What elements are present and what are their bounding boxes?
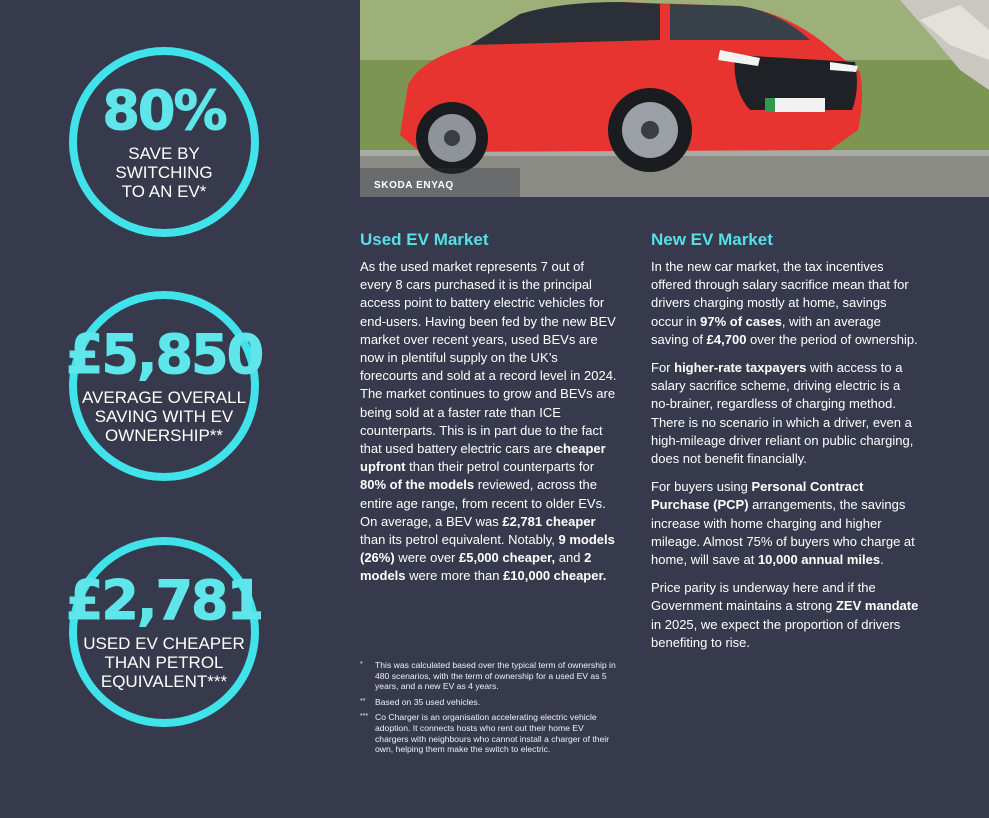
stat-circle-used-cheaper <box>65 537 263 727</box>
stat-value: 80% <box>102 78 226 142</box>
used-paragraph: As the used market represents 7 out of every 8 cars purchased it is the principal access point to battery electric vehicles for end-users. Having been fed by the new BEV market over recent years, used BEVs are now in plentiful supply on the UK’s forecourts and sold at a record level in 2024. The market continues to grow and BEVs are being sold at a faster rate than ICE counterparts. This is in part due to the fact that used battery electric cars are cheaper upfront than their petrol counterparts for 80% of the models reviewed, across the entire age range, from recent to older EVs. On average, a BEV was £2,781 cheaper than its petrol equivalent. Notably, 9 models (26%) were over £5,000 cheaper, and 2 models were more than £10,000 cheaper. <box>360 259 617 584</box>
used-ev-market-section <box>360 230 618 596</box>
stat-value: £2,781 <box>65 568 263 632</box>
section-title: Used EV Market <box>360 230 489 249</box>
footnote-text: Based on 35 used vehicles. <box>375 696 481 707</box>
footnote <box>360 697 618 708</box>
stat-value: £5,850 <box>65 322 263 386</box>
stat-caption: USED EV CHEAPER THAN PETROL EQUIVALENT*** <box>83 633 245 691</box>
footnote-mark: *** <box>360 713 369 721</box>
stat-circle-average-saving <box>65 291 263 481</box>
photo-caption: SKODA ENYAQ <box>374 180 454 191</box>
footnote-mark: * <box>360 661 363 668</box>
new-ev-market-section <box>651 230 919 662</box>
stat-caption: SAVE BY SWITCHING TO AN EV* <box>115 143 213 201</box>
new-paragraph-1: In the new car market, the tax incentives offered through salary sacrifice mean that for drivers charging mostly at home, savings occur in 97% of cases, with an average saving of £4,700 over the period of ownership. <box>651 259 918 347</box>
car-photo <box>360 0 989 197</box>
footnote <box>360 660 618 692</box>
footnote-text: Co Charger is an organisation accelerating electric vehicle adoption. It connects hosts who rent out their home EV chargers with neighbours who cannot install a charger of their own, helping them make the switch to electric. <box>375 712 610 755</box>
footnote <box>360 712 618 754</box>
new-paragraph-4: Price parity is underway here and if the Government maintains a strong ZEV mandate in 2025, we expect the proportion of drivers benefiting to rise. <box>651 580 919 650</box>
stat-circle-save-percent <box>69 47 259 237</box>
footnote-text: This was calculated based over the typical term of ownership in 480 scenarios, with the term of ownership for a used EV as 5 years, and a new EV as 4 years. <box>375 660 616 692</box>
section-title: New EV Market <box>651 230 773 249</box>
footnotes <box>360 660 618 760</box>
new-paragraph-2: For higher-rate taxpayers with access to a salary sacrifice scheme, driving electric is a no-brainer, regardless of charging method. There is no scenario in which a driver, even a high-mileage driver reliant on public charging, does not benefit financially. <box>651 360 914 467</box>
new-paragraph-3: For buyers using Personal Contract Purchase (PCP) arrangements, the savings increase with home charging and higher mileage. Almost 75% of buyers who charge at home, will save at 10,000 annual miles. <box>651 479 915 568</box>
footnote-mark: ** <box>360 697 366 705</box>
stat-caption: AVERAGE OVERALL SAVING WITH EV OWNERSHIP** <box>81 387 247 445</box>
